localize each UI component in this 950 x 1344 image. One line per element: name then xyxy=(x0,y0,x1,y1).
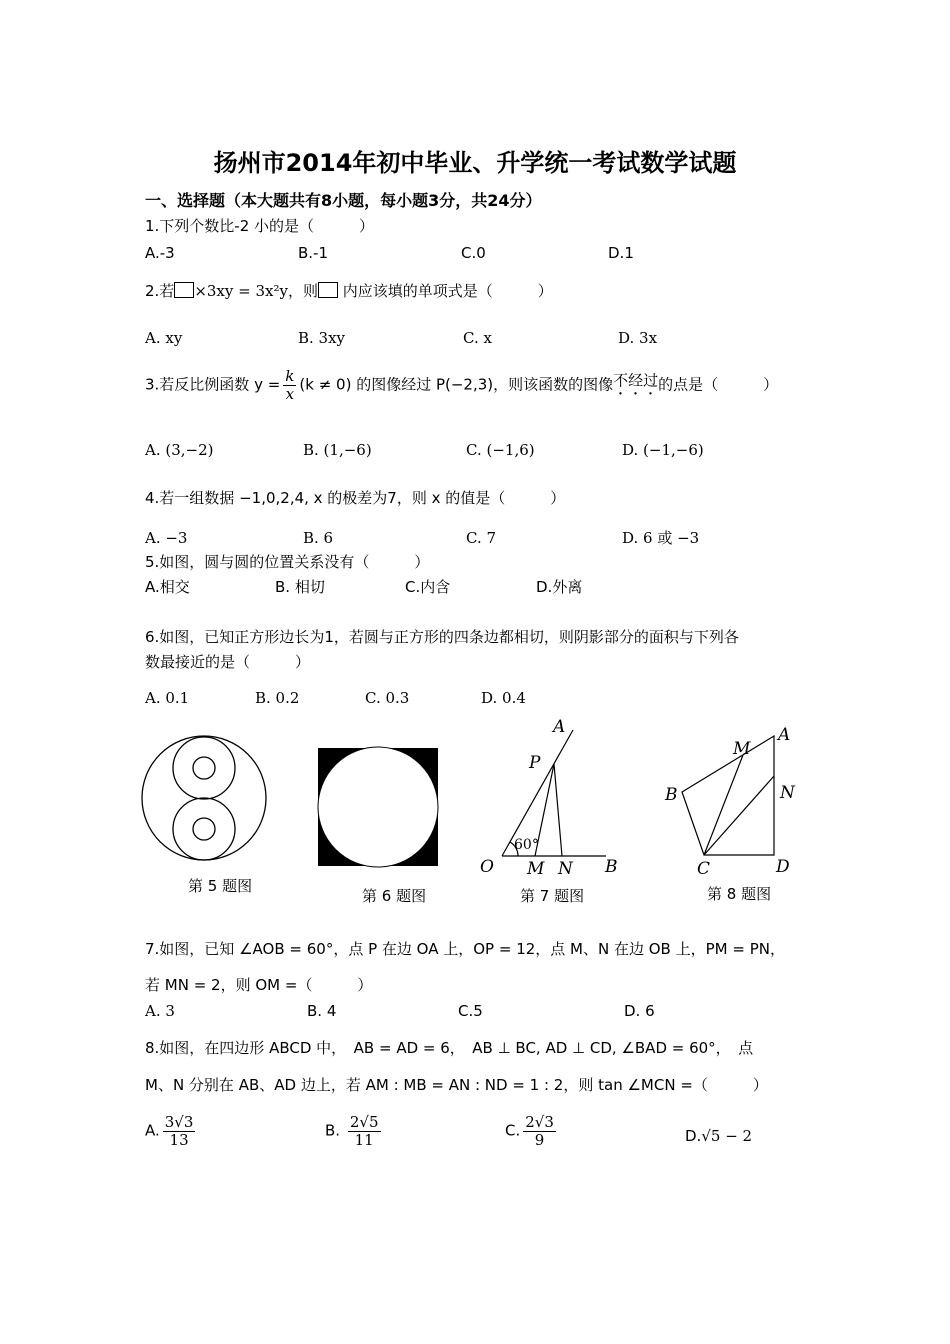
question-3-part-1: 3.若反比例函数 y = xyxy=(145,375,281,394)
fig8-label-b: B xyxy=(665,785,678,805)
question-2-stem xyxy=(145,282,553,299)
question-3-part-3: 的点是（ ） xyxy=(658,375,779,394)
figure-6 xyxy=(318,747,438,867)
question-8-stem-line-1: 8.如图，在四边形 ABCD 中， AB = AD = 6， AB ⊥ BC, AD ⊥ CD, ∠BAD = 60°， 点 xyxy=(145,1039,754,1057)
figure-8-labels xyxy=(664,725,796,879)
question-7-option-d: D. 6 xyxy=(624,1002,655,1020)
question-4-stem: 4.若一组数据 −1,0,2,4, x 的极差为7，则 x 的值是（ ） xyxy=(145,489,566,507)
fig5-upper-inner-circle xyxy=(193,757,215,779)
figure-7-labels xyxy=(480,717,618,879)
option-a-denominator: 13 xyxy=(169,1130,189,1149)
question-4-option-b: B. 6 xyxy=(303,529,334,547)
section-heading: 一、选择题（本大题共有8小题，每小题3分，共24分） xyxy=(145,191,542,210)
blank-box-2 xyxy=(318,282,338,298)
question-6-option-d: D. 0.4 xyxy=(481,689,526,707)
fig7-label-o: O xyxy=(480,857,494,877)
option-b-fraction xyxy=(348,1114,381,1148)
option-d-prefix: D. xyxy=(685,1127,702,1145)
question-7-option-a: A. 3 xyxy=(145,1002,175,1020)
question-4-option-d: D. 6 或 −3 xyxy=(622,529,700,547)
option-a-prefix: A. xyxy=(145,1121,160,1140)
fig7-segment-pn xyxy=(554,764,562,856)
fig8-label-c: C xyxy=(697,859,711,879)
fig8-segment-cm xyxy=(704,755,743,855)
question-6-stem-line-2: 数最接近的是（ ） xyxy=(145,653,311,671)
fraction-numerator: k xyxy=(285,367,295,385)
figure-7-caption: 第 7 题图 xyxy=(520,887,585,905)
question-5-option-d: D.外离 xyxy=(536,578,583,596)
question-3-option-b: B. (1,−6) xyxy=(303,441,372,459)
fig7-label-m: M xyxy=(527,859,545,879)
question-4-option-a: A. −3 xyxy=(145,529,188,547)
fig8-label-a: A xyxy=(778,725,791,745)
question-1-option-b: B.-1 xyxy=(298,244,329,262)
fig7-label-p: P xyxy=(529,753,541,773)
question-2-part-3: 内应该填的单项式是（ ） xyxy=(342,282,553,300)
fig7-label-a: A xyxy=(553,717,566,737)
question-3-option-c: C. (−1,6) xyxy=(466,441,535,459)
question-7-option-b: B. 4 xyxy=(307,1002,337,1020)
option-c-prefix: C. xyxy=(505,1121,521,1140)
question-7-stem-line-1: 7.如图，已知 ∠AOB = 60°，点 P 在边 OA 上，OP = 12，点 M、N 在边 OB 上，PM = PN， xyxy=(145,940,785,958)
question-6-option-b: B. 0.2 xyxy=(255,689,300,707)
question-6-option-c: C. 0.3 xyxy=(365,689,410,707)
option-c-numerator: 2√3 xyxy=(525,1113,554,1131)
figure-5-caption: 第 5 题图 xyxy=(188,877,253,895)
question-1-option-a: A.-3 xyxy=(145,244,175,262)
question-3-fraction xyxy=(283,368,296,402)
fig5-upper-circle xyxy=(173,737,235,799)
fig8-label-m: M xyxy=(733,739,751,759)
question-5-option-c: C.内含 xyxy=(405,578,451,596)
question-8-option-b xyxy=(325,1114,384,1148)
question-5-stem: 5.如图，圆与圆的位置关系没有（ ） xyxy=(145,553,430,571)
question-3-emphasis: 不经过 xyxy=(613,371,659,390)
fig7-label-angle: 60° xyxy=(514,837,539,853)
question-2-option-c: C. x xyxy=(463,329,492,347)
option-b-prefix: B. xyxy=(325,1121,341,1140)
page-title: 扬州市2014年初中毕业、升学统一考试数学试题 xyxy=(213,149,737,177)
question-2-part-2: ×3xy = 3x²y，则 xyxy=(194,282,318,300)
option-c-fraction xyxy=(523,1114,556,1148)
option-b-numerator: 2√5 xyxy=(349,1113,379,1131)
fig8-quadrilateral xyxy=(682,736,774,855)
question-2-option-d: D. 3x xyxy=(618,329,658,347)
option-b-denominator: 11 xyxy=(354,1130,374,1149)
option-d-expression: √5 − 2 xyxy=(701,1127,753,1145)
option-c-denominator: 9 xyxy=(534,1130,545,1149)
fig8-label-n: N xyxy=(780,783,795,803)
figure-8-caption: 第 8 题图 xyxy=(707,885,772,903)
question-8-option-a xyxy=(145,1114,198,1148)
question-3-part-2: (k ≠ 0) 的图像经过 P(−2,3)，则该函数的图像 xyxy=(299,375,614,394)
fig6-circle xyxy=(318,747,438,867)
fig5-lower-circle xyxy=(173,798,235,860)
fig7-label-n: N xyxy=(558,859,573,879)
blank-box-1 xyxy=(174,282,194,298)
question-3-option-d: D. (−1,−6) xyxy=(622,441,704,459)
fig7-label-b: B xyxy=(605,857,618,877)
fraction-denominator: x xyxy=(285,384,295,403)
question-6-option-a: A. 0.1 xyxy=(145,689,190,707)
question-8-option-d xyxy=(685,1129,752,1144)
question-7-stem-line-2: 若 MN = 2，则 OM =（ ） xyxy=(145,976,373,994)
option-a-numerator: 3√3 xyxy=(164,1113,194,1131)
question-3-option-a: A. (3,−2) xyxy=(145,441,214,459)
question-2-option-a: A. xy xyxy=(145,329,183,347)
question-5-option-a: A.相交 xyxy=(145,578,190,596)
question-6-stem-line-1: 6.如图，已知正方形边长为1，若圆与正方形的四条边都相切，则阴影部分的面积与下列各 xyxy=(145,628,739,646)
option-a-fraction xyxy=(163,1114,196,1148)
figure-8 xyxy=(682,736,774,855)
fig5-lower-inner-circle xyxy=(193,818,215,840)
figure-5 xyxy=(142,736,266,860)
question-1-option-c: C.0 xyxy=(461,244,486,262)
question-1-option-d: D.1 xyxy=(608,244,634,262)
figure-6-caption: 第 6 题图 xyxy=(362,887,427,905)
fig8-label-d: D xyxy=(776,857,790,877)
question-2-option-b: B. 3xy xyxy=(298,329,346,347)
question-8-stem-line-2: M、N 分别在 AB、AD 边上，若 AM : MB = AN : ND = 1 : 2，则 tan ∠MCN =（ ） xyxy=(145,1076,768,1094)
question-7-option-c: C.5 xyxy=(458,1002,483,1020)
question-5-option-b: B. 相切 xyxy=(275,578,325,596)
question-8-option-c xyxy=(505,1114,559,1148)
question-4-option-c: C. 7 xyxy=(466,529,497,547)
question-1-stem: 1.下列个数比-2 小的是（ ） xyxy=(145,217,375,235)
question-3-stem xyxy=(145,368,778,402)
fig8-segment-cn xyxy=(704,776,774,855)
question-2-part-1: 2.若 xyxy=(145,282,175,300)
